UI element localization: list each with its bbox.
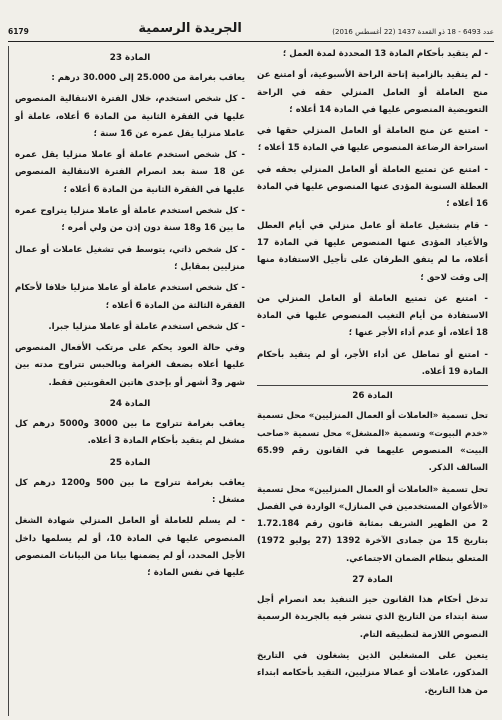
paragraph: - كل شخص ذاتي، يتوسط في تشغيل عاملات أو عمال منزليين بمقابل ؛ [15, 244, 245, 272]
paragraph: يعاقب بغرامة تتراوح ما بين 500 و1200 درهم كل مشغل : [15, 477, 245, 505]
paragraph: - امتنع أو تماطل عن أداء الأجر، أو لم يتقيد بأحكام المادة 19 أعلاه. [257, 349, 488, 378]
paragraph: - كل شخص استخدم عاملة أو عاملا منزليا يقل عمره عن 18 سنة بعد انصرام الفترة الانتقالية المنصوص عليها في الفقرة الثانية من المادة 6 أعلاه ؛ [15, 150, 245, 195]
paragraph: - كل شخص استخدم، خلال الفترة الانتقالية المنصوص عليها في الفقرة الثانية من المادة 6 أعلاه، عاملة أو عاملا منزليا يقل عمره عن 16 سنة ؛ [15, 94, 245, 139]
page-header [8, 0, 494, 42]
paragraph: يعاقب بغرامة تتراوح ما بين 3000 و5000 درهم كل مشغل لم يتقيد بأحكام المادة 3 أعلاه. [15, 419, 245, 447]
paragraph: - قام بتشغيل عاملة أو عامل منزلي في أيام العطل والأعياد المؤدى عنها المنصوص عليها في المادة 17 أعلاه، ما لم يتفق الطرفان على تأجيل الاستفادة منها إلى وقت لاحق ؛ [257, 220, 488, 283]
journal-title: الجريدة الرسمية [138, 21, 242, 36]
paragraph: تدخل أحكام هذا القانون حيز التنفيذ بعد انصرام أجل سنة ابتداء من التاريخ الذي تنشر فيه بالجريدة الرسمية النصوص اللازمة لتطبيقه التام. [257, 595, 488, 640]
article-25-title: المادة 25 [109, 457, 151, 468]
article-24-title: المادة 24 [109, 399, 151, 410]
issue-info: عدد 6493 - 18 ذو القعدة 1437 (22 أغسطس 2016) [332, 28, 494, 36]
article-26-title: المادة 26 [257, 385, 488, 404]
paragraph: - امتنع عن تمتيع العاملة أو العامل المنزلي بحقه في العطلة السنوية المؤدى عنها المنصوص عليها في المادة 16 أعلاه ؛ [257, 164, 488, 210]
paragraph: - امتنع عن منح العاملة أو العامل المنزلي حقها في استراحة الرضاعة المنصوص عليها في المادة 15 أعلاه ؛ [257, 126, 488, 154]
paragraph: - كل شخص استخدم عاملة أو عاملا منزليا يتراوح عمره ما بين 16 و18 سنة دون إذن من ولي أمره ؛ [15, 206, 245, 234]
article-27-title: المادة 27 [352, 575, 393, 586]
paragraph: تحل تسمية «العاملات أو العمال المنزليين» محل تسمية «الأعوان المستخدمين في المنازل» الواردة في الفصل 2 من الظهير الشريف بمثابة قانون رقم 1.72.184 بتاريخ 15 من جمادى الآخرة 1392 (27 يوليو 1972) المتعلق بنظام الضمان الاجتماعي. [257, 484, 488, 564]
paragraph: يعاقب بغرامة من 25.000 إلى 30.000 درهم : [51, 73, 245, 83]
paragraph: يتعين على المشغلين الذين يشغلون في التاريخ المذكور، عاملات أو عمالا منزليين، التقيد بأحكامه ابتداء من هذا التاريخ. [257, 650, 488, 696]
paragraph: - امتنع عن تمتيع العاملة أو العامل المنزلي من الاستفادة من أيام التغيب المنصوص عليها في المادة 18 أعلاه، أو عدم أداء الأجر عنها ؛ [257, 293, 488, 339]
text-columns [8, 46, 494, 716]
paragraph: - لم يتقيد بأحكام المادة 13 المحددة لمدة العمل ؛ [282, 49, 488, 59]
paragraph: - لم يتقيد بالزامية إتاحة الراحة الأسبوعية، أو امتنع عن منح العاملة أو العامل المنزلي حقه في الراحة التعويضية المنصوص عليها في المادة 14 أعلاه ؛ [257, 70, 488, 115]
page-number: 6179 [8, 27, 29, 36]
paragraph: - لم يسلم للعاملة أو العامل المنزلي شهادة الشغل المنصوص عليها في المادة 10، أو لم يسلمها داخل الأجل المحدد، أو لم يضمنها بيانا من البيانات المنصوص عليها في نفس المادة ؛ [15, 516, 245, 579]
left-column [251, 46, 494, 716]
paragraph: تحل تسمية «العاملات أو العمال المنزليين» محل تسمية «خدم البيوت» وتسمية «المشغل» محل تسمية «صاحب البيت» المنصوص عليهما في القانون رقم 65.99 السالف الذكر. [257, 411, 488, 474]
article-23-title: المادة 23 [109, 53, 151, 63]
right-column [8, 46, 251, 716]
paragraph: - كل شخص استخدم عاملة أو عاملا منزليا خلافا لأحكام الفقرة الثالثة من المادة 6 أعلاه ؛ [15, 283, 245, 311]
paragraph: وفي حالة العود يحكم على مرتكب الأفعال المنصوص عليها أعلاه بضعف الغرامة وبالحبس تتراوح مدته بين شهر و3 أشهر أو بإحدى هاتين العقوبتين فقط. [15, 343, 245, 388]
paragraph: - كل شخص استخدم عاملة أو عاملا منزليا جبرا. [48, 321, 245, 332]
